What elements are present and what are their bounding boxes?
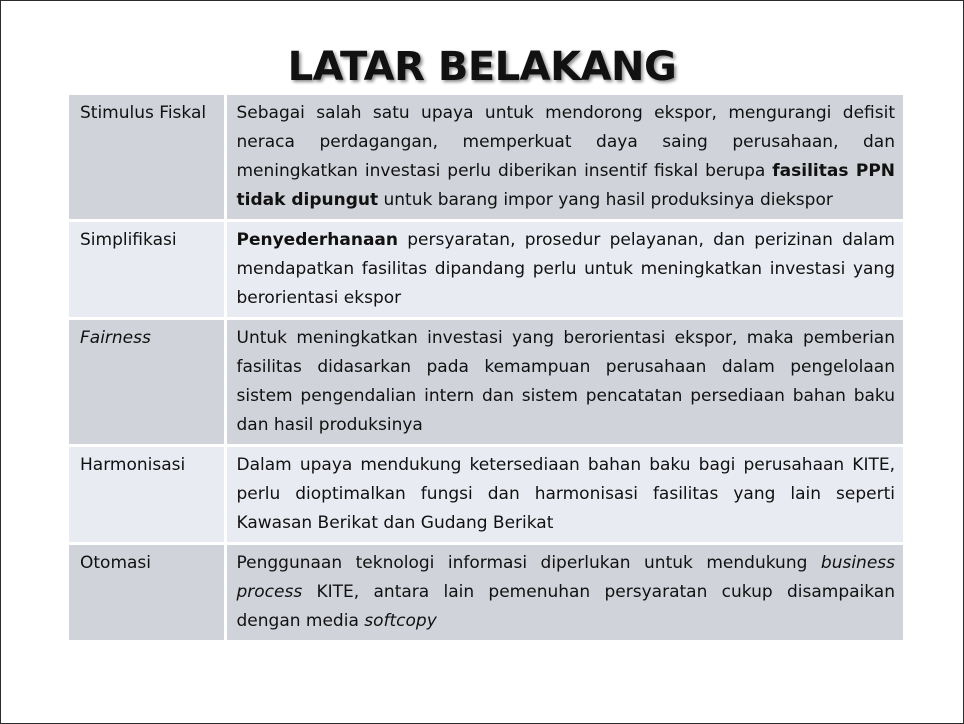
description-text: untuk barang impor yang hasil produksinya diekspor (378, 190, 833, 210)
row-description: Untuk meningkatkan investasi yang berorientasi ekspor, maka pemberian fasilitas didasarkan pada kemampuan perusahaan dalam pengelolaan sistem pengendalian intern dan sistem pencatatan persediaan bahan baku dan hasil produksinya (225, 319, 903, 446)
table-row (69, 95, 903, 221)
row-term: Stimulus Fiskal (69, 95, 225, 221)
description-bold-text: fasilitas PPN tidak dipungut (236, 161, 896, 210)
background-table (69, 95, 903, 643)
description-text: KITE, antara lain pemenuhan persyaratan cukup disampaikan dengan media (236, 582, 895, 631)
description-text: persyaratan, prosedur pelayanan, dan perizinan dalam mendapatkan fasilitas dipandang perlu untuk meningkatkan investasi yang berorientasi ekspor (236, 230, 895, 308)
row-term: Simplifikasi (69, 221, 225, 319)
row-description: Dalam upaya mendukung ketersediaan bahan baku bagi perusahaan KITE, perlu dioptimalkan fungsi dan harmonisasi fasilitas yang lain seperti Kawasan Berikat dan Gudang Berikat (225, 446, 903, 544)
description-text: Penggunaan teknologi informasi diperlukan untuk mendukung (236, 553, 821, 573)
description-italic-text: business process (236, 553, 895, 602)
row-description (225, 221, 903, 319)
table-row (69, 319, 903, 446)
table-row (69, 446, 903, 544)
slide-title: LATAR BELAKANG (287, 44, 677, 90)
row-description (225, 544, 903, 642)
table-row (69, 221, 903, 319)
table-row (69, 544, 903, 642)
row-term: Fairness (69, 319, 225, 446)
row-term: Harmonisasi (69, 446, 225, 544)
row-term: Otomasi (69, 544, 225, 642)
description-text: Sebagai salah satu upaya untuk mendorong ekspor, mengurangi defisit neraca perdagangan, memperkuat daya saing perusahaan, dan meningkatkan investasi perlu diberikan insentif fiskal berupa (236, 103, 895, 181)
description-bold-text: Penyederhanaan (236, 230, 399, 250)
row-description (225, 95, 903, 221)
description-italic-text: softcopy (364, 611, 437, 631)
